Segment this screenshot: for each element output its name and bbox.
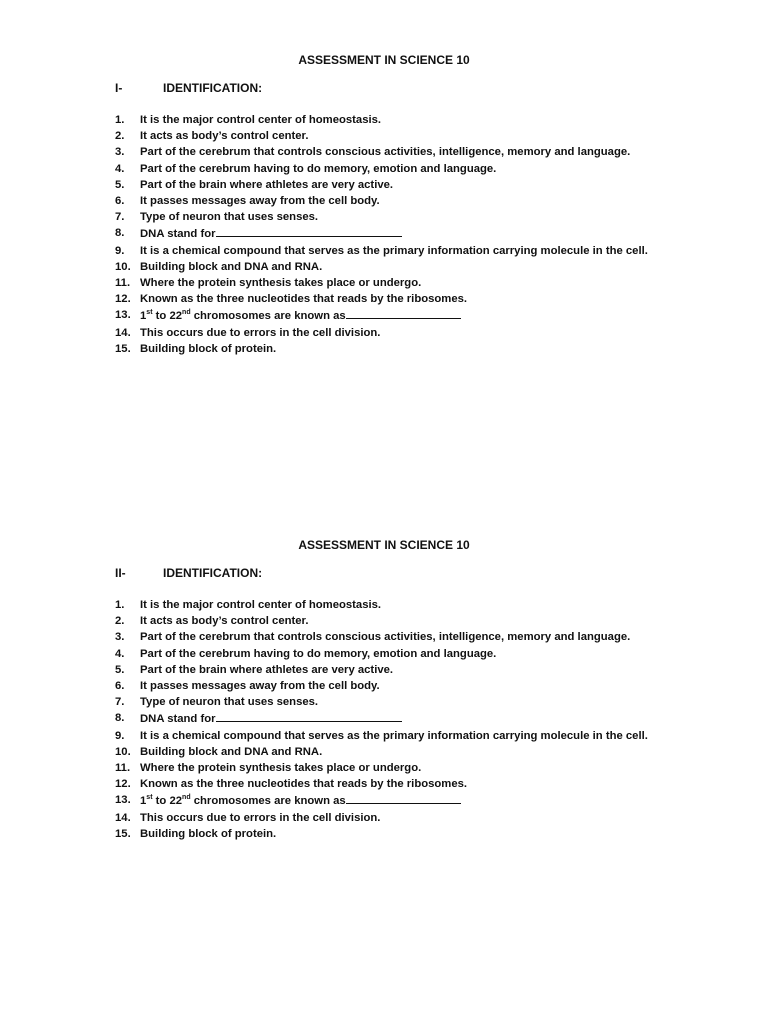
part-number: II-	[115, 566, 126, 580]
question-text: Part of the brain where athletes are very active.	[140, 178, 394, 191]
ordinal-suffix: nd	[182, 309, 191, 317]
question-text: Part of the cerebrum having to do memory, emotion and language.	[140, 647, 497, 660]
question-number: 2.	[115, 615, 125, 628]
part-number: I-	[115, 81, 123, 95]
question-item	[0, 341, 768, 357]
question-text: Part of the cerebrum having to do memory, emotion and language.	[140, 162, 497, 175]
part-label: IDENTIFICATION:	[163, 566, 263, 580]
part-heading	[0, 565, 768, 581]
question-text: Building block of protein.	[140, 342, 277, 355]
question-item	[0, 161, 768, 177]
question-item	[0, 744, 768, 760]
question-number: 13.	[115, 309, 131, 322]
question-number: 13.	[115, 794, 131, 807]
question-item	[0, 259, 768, 275]
question-number: 14.	[115, 811, 131, 824]
question-number: 8.	[115, 227, 125, 240]
question-number: 9.	[115, 729, 125, 742]
question-text-part: to 22	[152, 795, 183, 808]
question-item	[0, 760, 768, 776]
ordinal-suffix: st	[146, 794, 153, 802]
question-text: Type of neuron that uses senses.	[140, 211, 319, 224]
question-number: 6.	[115, 195, 125, 208]
question-item	[0, 710, 768, 727]
answer-blank[interactable]	[346, 792, 461, 804]
question-item	[0, 225, 768, 242]
question-number: 11.	[115, 762, 131, 775]
question-number: 15.	[115, 342, 131, 355]
question-number: 4.	[115, 647, 125, 660]
assessment-title: ASSESSMENT IN SCIENCE 10	[298, 538, 470, 552]
question-text: It is a chemical compound that serves as the primary information carrying molecule in the cell.	[140, 244, 648, 257]
question-text: Known as the three nucleotides that reads by the ribosomes.	[140, 293, 468, 306]
question-text-part: to 22	[152, 310, 183, 323]
question-number: 12.	[115, 778, 131, 791]
question-number: 5.	[115, 178, 125, 191]
question-number: 3.	[115, 146, 125, 159]
question-number: 12.	[115, 293, 131, 306]
question-text: This occurs due to errors in the cell division.	[140, 811, 381, 824]
question-item	[0, 646, 768, 662]
question-number: 6.	[115, 680, 125, 693]
question-text: Part of the cerebrum that controls conscious activities, intelligence, memory and language.	[140, 631, 631, 644]
question-text: DNA stand for	[140, 228, 216, 241]
question-text: It is the major control center of homeostasis.	[140, 599, 382, 611]
question-number: 7.	[115, 696, 125, 709]
question-item	[0, 291, 768, 307]
question-item	[0, 275, 768, 291]
question-item	[0, 597, 768, 613]
question-number: 1.	[115, 114, 125, 126]
question-text-part: 1	[140, 310, 147, 323]
assessment-title: ASSESSMENT IN SCIENCE 10	[298, 53, 470, 67]
question-item	[0, 776, 768, 792]
question-text: Building block and DNA and RNA.	[140, 745, 323, 758]
question-text: It is a chemical compound that serves as the primary information carrying molecule in the cell.	[140, 729, 648, 742]
question-number: 4.	[115, 162, 125, 175]
ordinal-suffix: st	[146, 309, 153, 317]
question-number: 1.	[115, 599, 125, 611]
question-text: This occurs due to errors in the cell division.	[140, 326, 381, 339]
question-text-part: chromosomes are known as	[190, 795, 346, 808]
question-item	[0, 792, 768, 809]
question-text: Type of neuron that uses senses.	[140, 696, 319, 709]
question-text: It passes messages away from the cell body.	[140, 680, 380, 693]
question-item	[0, 629, 768, 645]
question-text: It passes messages away from the cell body.	[140, 195, 380, 208]
question-list	[0, 112, 768, 357]
question-item	[0, 662, 768, 678]
question-number: 2.	[115, 130, 125, 143]
ordinal-suffix: nd	[182, 794, 191, 802]
question-number: 10.	[115, 260, 131, 273]
question-number: 11.	[115, 277, 131, 290]
question-text-part: 1	[140, 795, 147, 808]
question-item	[0, 177, 768, 193]
question-text: Building block of protein.	[140, 827, 277, 840]
question-item	[0, 112, 768, 128]
answer-blank[interactable]	[346, 307, 461, 319]
question-number: 9.	[115, 244, 125, 257]
question-item	[0, 613, 768, 629]
question-text: It is the major control center of homeostasis.	[140, 114, 382, 126]
answer-blank[interactable]	[216, 710, 402, 722]
question-text: Part of the brain where athletes are very active.	[140, 663, 394, 676]
question-text: Part of the cerebrum that controls conscious activities, intelligence, memory and language.	[140, 146, 631, 159]
question-item	[0, 243, 768, 259]
question-item	[0, 810, 768, 826]
question-number: 3.	[115, 631, 125, 644]
question-item	[0, 128, 768, 144]
question-item	[0, 193, 768, 209]
question-number: 5.	[115, 663, 125, 676]
question-text: DNA stand for	[140, 713, 216, 726]
part-heading	[0, 80, 768, 96]
question-text: Building block and DNA and RNA.	[140, 260, 323, 273]
question-text: It acts as body’s control center.	[140, 130, 309, 143]
question-item	[0, 144, 768, 160]
question-item	[0, 678, 768, 694]
question-text: It acts as body’s control center.	[140, 615, 309, 628]
answer-blank[interactable]	[216, 225, 402, 237]
question-number: 14.	[115, 326, 131, 339]
question-item	[0, 209, 768, 225]
question-text: Known as the three nucleotides that reads by the ribosomes.	[140, 778, 468, 791]
question-item	[0, 325, 768, 341]
assessment-section-1	[0, 52, 768, 357]
question-list	[0, 597, 768, 842]
assessment-section-2	[0, 537, 768, 842]
question-number: 8.	[115, 712, 125, 725]
question-number: 15.	[115, 827, 131, 840]
question-number: 10.	[115, 745, 131, 758]
question-item	[0, 694, 768, 710]
question-number: 7.	[115, 211, 125, 224]
question-item	[0, 728, 768, 744]
part-label: IDENTIFICATION:	[163, 81, 263, 95]
question-item	[0, 307, 768, 324]
question-text: Where the protein synthesis takes place or undergo.	[140, 762, 422, 775]
question-item	[0, 826, 768, 842]
question-text: Where the protein synthesis takes place or undergo.	[140, 277, 422, 290]
question-text-part: chromosomes are known as	[190, 310, 346, 323]
